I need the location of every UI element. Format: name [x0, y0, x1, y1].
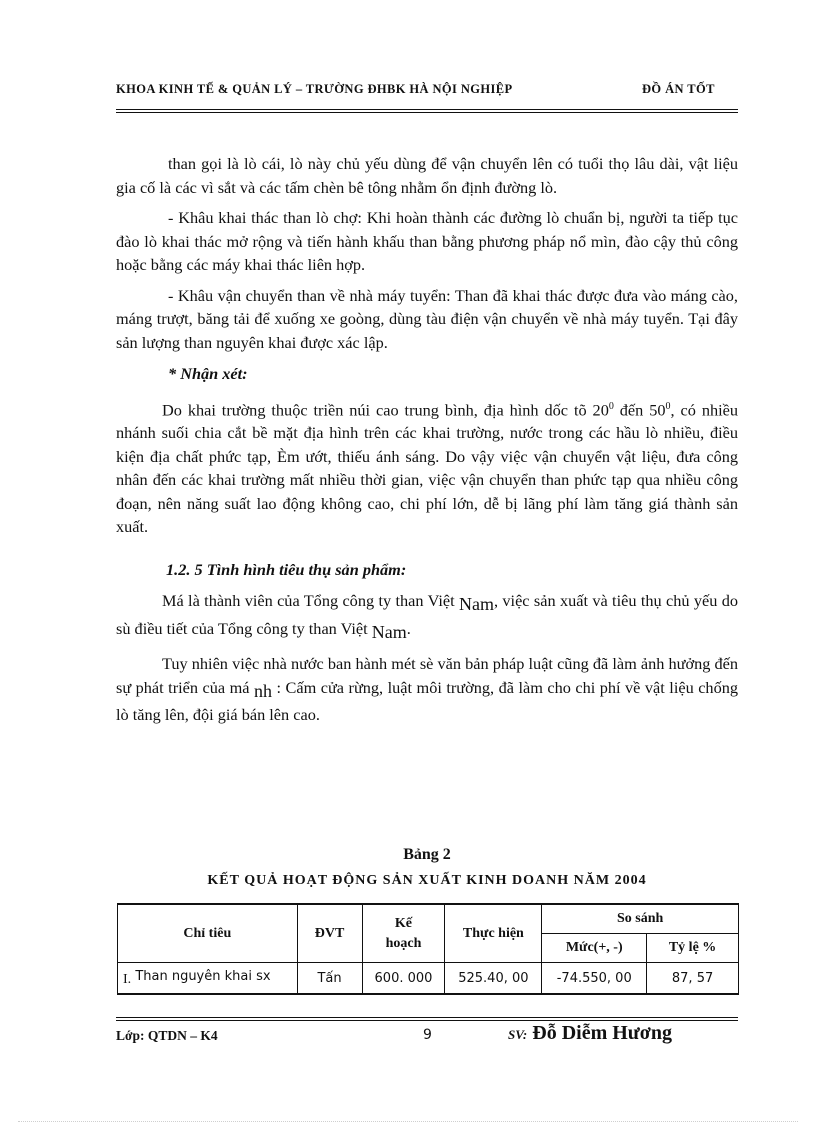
header-dvt: ĐVT: [297, 904, 362, 963]
footer-student: SV: Đỗ Diễm Hương: [508, 1022, 673, 1044]
footer-rule-top: [116, 1017, 738, 1018]
header-project-label: ĐỒ ÁN TỐT: [642, 82, 715, 96]
cell-ke-hoach: 600. 000: [362, 963, 445, 995]
results-table: [117, 903, 739, 995]
cell-ty-le: 87, 57: [647, 963, 739, 995]
table-number: Bảng 2: [403, 846, 451, 863]
paragraph-khau-khai-thac: - Khâu khai thác than lò chợ: Khi hoàn thành các đường lò chuẩn bị, người ta tiếp tục đào lò khai thác mở rộng và tiến hành khấu than bằng phương pháp nổ mìn, đào cậy thủ công hoặc bằng các máy khai thác liên hợp.: [116, 208, 738, 274]
cell-dvt: Tấn: [297, 963, 362, 995]
page-footer: [116, 1022, 738, 1048]
paragraph-lo-cai: than gọi là lò cái, lò này chủ yếu dùng để vận chuyển lên có tuổi thọ lâu dài, vật liệu gia cố là các vì sắt và các tấm chèn bê tông nhằm ổn định đường lò.: [116, 154, 738, 197]
header-ke-hoach: Kế hoạch: [362, 904, 445, 963]
header-ty-le: Tỷ lệ %: [647, 934, 739, 963]
paragraph-khau-van-chuyen: - Khâu vận chuyển than về nhà máy tuyển: Than đã khai thác được đưa vào máng cào, máng trượt, băng tải để xuống xe goòng, dùng tàu điện vận chuyển về nhà máy tuyển. Tại đây sản lượng than nguyên khai được xác lập.: [116, 285, 738, 352]
body-text: [116, 152, 738, 727]
header-so-sanh: So sánh: [542, 904, 739, 934]
page-header: [116, 82, 736, 112]
header-chi-tieu: Chỉ tiêu: [118, 904, 298, 963]
cell-thuc-hien: 525.40, 00: [445, 963, 542, 995]
remark-heading: * Nhận xét:: [168, 364, 248, 383]
footer-rule-bottom: [116, 1020, 738, 1021]
header-muc: Mức(+, -): [542, 934, 647, 963]
paragraph-regulation: Tuy nhiên việc nhà nước ban hành mét sè văn bản pháp luật cũng đã làm ảnh hưởng đến sự phát triển của má nh : Cấm cửa rừng, luật môi trường, đã làm cho chi phí về vật liệu chống lò tăng lên, đội giá bán lên cao.: [116, 654, 738, 725]
table-row: [118, 963, 739, 995]
header-thuc-hien: Thực hiện: [445, 904, 542, 963]
footer-class: Lớp: QTDN – K4: [116, 1028, 218, 1043]
paragraph-remark: Do khai trường thuộc triền núi cao trung bình, địa hình dốc tõ $20^0$ đến $50^0$, có nhiều nhánh suối chia cắt bề mặt địa hình trên các khai trường, nước trong các hầu lò nhiều, điều kiện địa chất phức tạp, Èm ướt, thiếu ánh sáng. Do vậy việc vận chuyển vật liệu, đưa công nhân đến các khai trường mất nhiều thời gian, việc vận chuyển than phức tạp qua nhiều công đoạn, nên năng suất lao động không cao, chi phí lớn, dễ bị lãng phí làm tăng giá thành sản xuất.: [116, 399, 738, 537]
paragraph-member: Má là thành viên của Tổng công ty than Việt Nam, việc sản xuất và tiêu thụ chủ yếu do sù điều tiết của Tổng công ty than Việt Nam.: [116, 591, 738, 642]
cell-name: I. Than nguyên khai sx: [118, 963, 298, 995]
table-title: KẾT QUẢ HOẠT ĐỘNG SẢN XUẤT KINH DOANH NĂM 2004: [207, 873, 647, 888]
page-number: 9: [423, 1027, 432, 1043]
header-faculty: KHOA KINH TẾ & QUẢN LÝ – TRƯỜNG ĐHBK HÀ NỘI NGHIỆP: [116, 82, 513, 96]
page-edge-divider: [18, 1121, 798, 1122]
section-heading: 1.2. 5 Tình hình tiêu thụ sản phẩm:: [166, 559, 407, 579]
header-rule-top: [116, 109, 738, 110]
cell-muc: -74.550, 00: [542, 963, 647, 995]
header-rule-bottom: [116, 112, 738, 113]
